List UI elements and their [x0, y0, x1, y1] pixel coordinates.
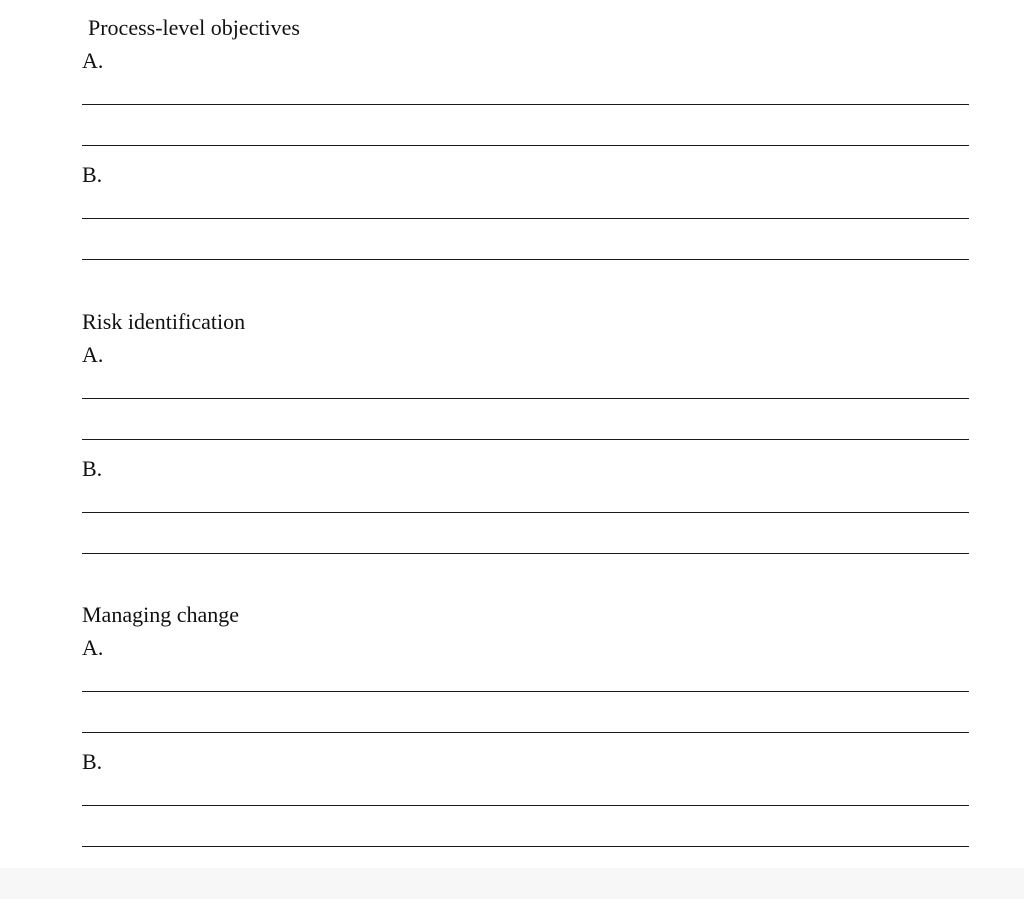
answer-line[interactable] [82, 398, 969, 399]
page-bottom-band [0, 868, 1024, 899]
answer-line[interactable] [82, 691, 969, 692]
answer-line[interactable] [82, 259, 969, 260]
answer-line[interactable] [82, 732, 969, 733]
item-label-a: A. [82, 342, 104, 367]
answer-line[interactable] [82, 805, 969, 806]
answer-line[interactable] [82, 846, 969, 847]
section-heading: Risk identification [82, 309, 246, 334]
section-heading: Process-level objectives [88, 15, 300, 40]
answer-line[interactable] [82, 104, 969, 105]
item-label-b: B. [82, 456, 103, 481]
item-label-b: B. [82, 162, 103, 187]
answer-line[interactable] [82, 512, 969, 513]
answer-line[interactable] [82, 145, 969, 146]
answer-line[interactable] [82, 218, 969, 219]
item-label-a: A. [82, 48, 104, 73]
answer-line[interactable] [82, 553, 969, 554]
item-label-a: A. [82, 635, 104, 660]
section-heading: Managing change [82, 602, 239, 627]
answer-line[interactable] [82, 439, 969, 440]
item-label-b: B. [82, 749, 103, 774]
